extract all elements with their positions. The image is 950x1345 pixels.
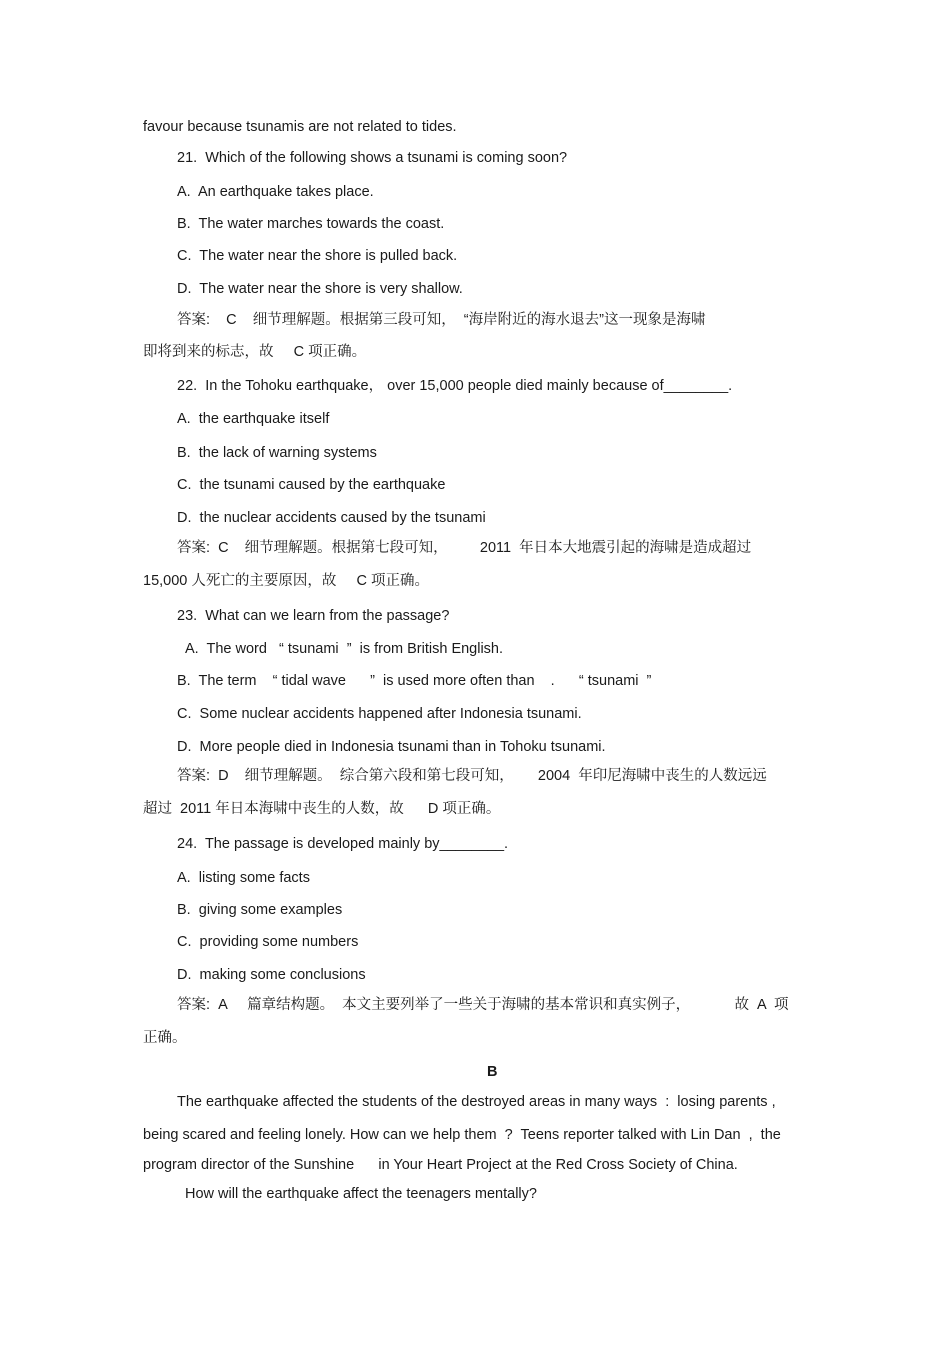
answer-23-continued: 超过 2011 年日本海啸中丧生的人数，故 D 项正确。 — [143, 801, 501, 817]
answer-23: 答案: D 细节理解题。 综合第六段和第七段可知， 2004 年印尼海啸中丧生的人数远远 — [177, 768, 767, 784]
option-a: A. The word “ tsunami ” is from British English. — [185, 641, 504, 657]
option-b: B. The water marches towards the coast. — [177, 216, 445, 232]
question-23: 23. What can we learn from the passage? — [177, 608, 450, 624]
answer-24: 答案: A 篇章结构题。 本文主要列举了一些关于海啸的基本常识和真实例子， 故 A 项 — [177, 997, 789, 1013]
option-c: C. the tsunami caused by the earthquake — [177, 477, 446, 493]
passage-line: being scared and feeling lonely. How can we help them ? Teens reporter talked with Lin Dan , the — [143, 1127, 781, 1143]
option-a: A. the earthquake itself — [177, 411, 330, 427]
option-b: B. the lack of warning systems — [177, 445, 377, 461]
text-line: favour because tsunamis are not related to tides. — [143, 119, 457, 135]
answer-21: 答案: C 细节理解题。根据第三段可知， “海岸附近的海水退去”这一现象是海啸 — [177, 312, 706, 328]
option-a: A. listing some facts — [177, 870, 310, 886]
option-d: D. the nuclear accidents caused by the tsunami — [177, 510, 486, 526]
answer-21-continued: 即将到来的标志，故 C 项正确。 — [143, 344, 367, 360]
answer-24-continued: 正确。 — [143, 1030, 187, 1046]
option-c: C. providing some numbers — [177, 934, 359, 950]
option-d: D. The water near the shore is very shallow. — [177, 281, 463, 297]
option-c: C. The water near the shore is pulled back. — [177, 248, 458, 264]
passage-line: How will the earthquake affect the teenagers mentally? — [185, 1186, 537, 1202]
option-a: A. An earthquake takes place. — [177, 184, 374, 200]
passage-line: The earthquake affected the students of the destroyed areas in many ways : losing parents , — [177, 1094, 776, 1110]
answer-22: 答案: C 细节理解题。根据第七段可知， 2011 年日本大地震引起的海啸是造成超过 — [177, 540, 752, 556]
answer-22-continued: 15,000 人死亡的主要原因，故 C 项正确。 — [143, 573, 430, 589]
question-22: 22. In the Tohoku earthquake， over 15,000 people died mainly because of________. — [177, 378, 733, 394]
option-c: C. Some nuclear accidents happened after Indonesia tsunami. — [177, 706, 582, 722]
option-d: D. More people died in Indonesia tsunami than in Tohoku tsunami. — [177, 739, 606, 755]
question-24: 24. The passage is developed mainly by________. — [177, 836, 509, 852]
option-b: B. The term “ tidal wave ” is used more often than . “ tsunami ” — [177, 673, 652, 689]
question-21: 21. Which of the following shows a tsunami is coming soon? — [177, 150, 568, 166]
option-d: D. making some conclusions — [177, 967, 366, 983]
passage-line: program director of the Sunshine in Your Heart Project at the Red Cross Society of China. — [143, 1157, 738, 1173]
option-b: B. giving some examples — [177, 902, 343, 918]
section-heading: B — [487, 1064, 498, 1080]
